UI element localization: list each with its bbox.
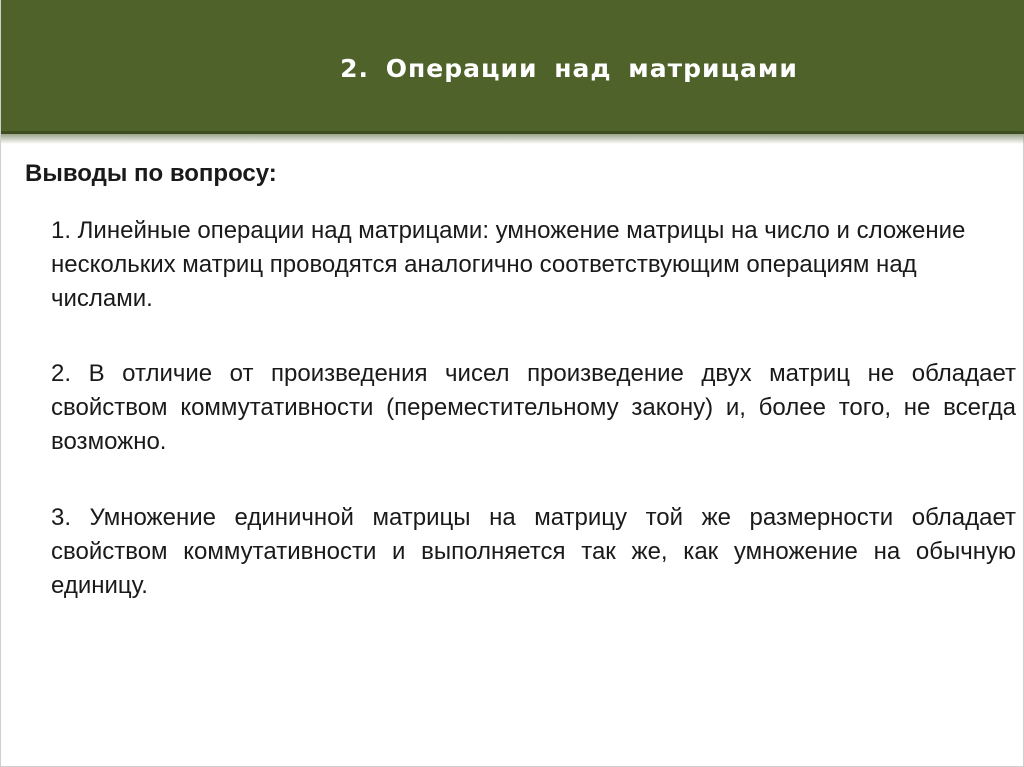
conclusion-point-2: 2. В отличие от произведения чисел произведение двух матриц не обладает свойством коммутативности (переместительному закону) и, более того, не всегда возможно. xyxy=(51,360,1016,455)
section-subtitle: Выводы по вопросу: xyxy=(25,160,277,187)
slide-title: 2. Операции над матрицами xyxy=(340,54,798,83)
header-shadow xyxy=(1,134,1024,144)
conclusion-point-3: 3. Умножение единичной матрицы на матрицу той же размерности обладает свойством коммутативности и выполняется так же, как умножение на обычную единицу. xyxy=(51,504,1016,599)
conclusion-point-1: 1. Линейные операции над матрицами: умножение матрицы на число и сложение нескольких матриц проводятся аналогично соответствующим операциям над числами. xyxy=(51,217,966,312)
header-band xyxy=(1,0,1024,134)
